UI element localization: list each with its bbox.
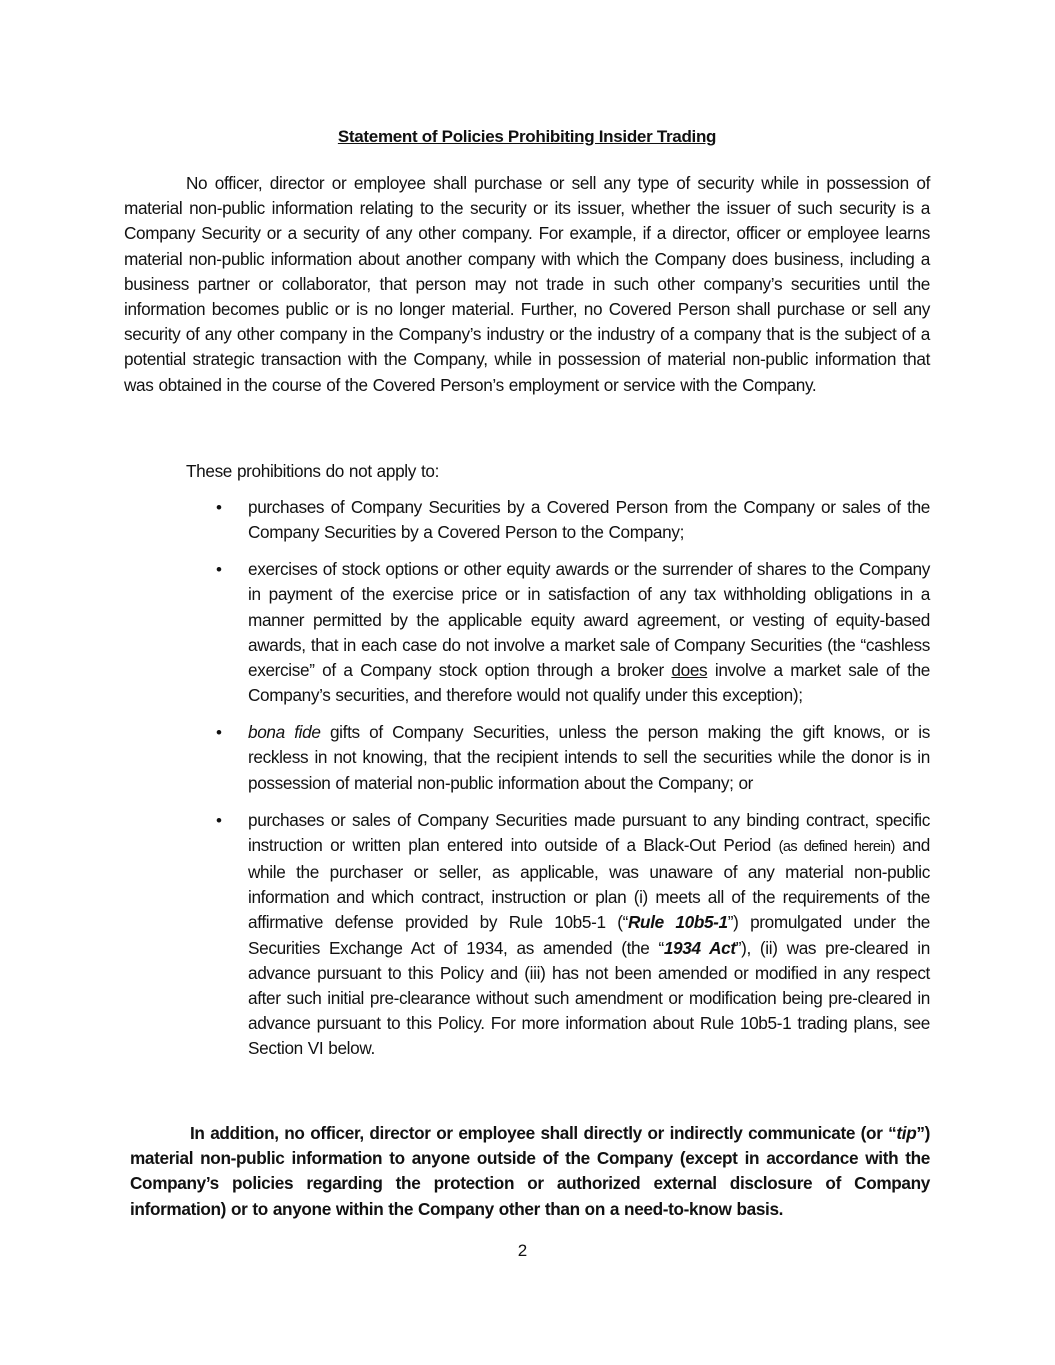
text-run: involve a market sale of the Company’s securities, and therefore would not qualify under this exception);: [248, 660, 930, 706]
text-run: purchases or sales of Company Securities made pursuant to any binding contract, specific instruction or written plan entered into outside of a Black-Out Period: [248, 809, 930, 855]
list-item: [186, 557, 930, 708]
text-run: and while the purchaser or seller, as applicable, was unaware of any material non-public information and which contract, instruction or plan (i) meets all of the requirements of the affirmative defense provided by Rule 10b5-1 (“: [248, 834, 930, 933]
bullet-icon: •: [216, 560, 222, 580]
paragraph-tipping-prohibition: [130, 1121, 930, 1222]
list-item: [186, 495, 930, 545]
emphasized-text: 1934 Act: [663, 937, 736, 958]
text-run: purchases of Company Securities by a Covered Person from the Company or sales of the Company Securities by a Covered Person to the Company;: [248, 497, 930, 543]
bullet-icon: •: [216, 723, 222, 743]
text-run: In addition, no officer, director or employee shall directly or indirectly communicate (or “: [190, 1123, 897, 1143]
list-item-text: [248, 810, 930, 1059]
emphasized-text: Rule 10b5-1: [627, 912, 728, 933]
paragraph-exceptions-intro: These prohibitions do not apply to:: [186, 461, 440, 481]
text-run: ”) material non-public information to anyone outside of the Company (except in accordance with the Company’s policies regarding the protection or authorized external disclosure of Company information) or to anyone within the Company other than on a need-to-know basis.: [130, 1123, 930, 1219]
list-item-text: [248, 497, 930, 542]
list-item-text: [248, 559, 930, 705]
text-run: No officer, director or employee shall purchase or sell any type of security while in possession of material non-public information relating to the security or its issuer, whether the issuer of such security is a Company Security or a security of any other company. For example, if a director, officer or employee learns material non-public information about another company with which the Company does business, including a business partner or collaborator, that person may not trade in such other company’s securities until the information becomes public or is no longer material. Further, no Covered Person shall purchase or sell any security of any other company in the Company’s industry or the industry of a company that is the subject of a potential strategic transaction with the Company, while in possession of material non-public information that was obtained in the course of the Covered Person’s employment or service with the Company.: [124, 173, 930, 395]
text-run: ”), (ii) was pre-cleared in advance pursuant to this Policy and (iii) has not been amended or modified in any respect after such initial pre-clearance without such amendment or modification being pre-cleared in advance pursuant to this Policy. For more information about Rule 10b5-1 trading plans, see Section VI below.: [248, 937, 930, 1059]
paragraph-insider-trading-prohibition: [124, 171, 930, 398]
list-item-text: [248, 722, 930, 792]
text-run: exercises of stock options or other equity awards or the surrender of shares to the Company in payment of the exercise price or in satisfaction of any tax withholding obligations in a manner permitted by the applicable equity award agreement, or vesting of equity-based awards, that in each case do not involve a market sale of Company Securities (the “cashless exercise” of a Company stock option through a broker: [248, 559, 930, 681]
text-run: ”) promulgated under the Securities Exchange Act of 1934, as amended (the “: [248, 912, 930, 958]
list-item: [186, 720, 930, 796]
text-run: gifts of Company Securities, unless the person making the gift knows, or is reckless in not knowing, that the recipient intends to sell the securities while the donor is in possession of material non-public information about the Company; or: [248, 722, 930, 793]
bullet-icon: •: [216, 498, 222, 517]
emphasized-text: bona fide: [248, 722, 321, 743]
page-number: 2: [517, 1241, 528, 1260]
emphasized-text: (as defined herein): [778, 838, 895, 855]
bullet-icon: •: [216, 810, 222, 830]
list-item: [186, 808, 930, 1062]
exceptions-list: [186, 495, 930, 1073]
document-title: Statement of Policies Prohibiting Insider Trading: [337, 127, 717, 146]
emphasized-text: tip: [896, 1123, 917, 1143]
emphasized-text: does: [671, 660, 708, 681]
